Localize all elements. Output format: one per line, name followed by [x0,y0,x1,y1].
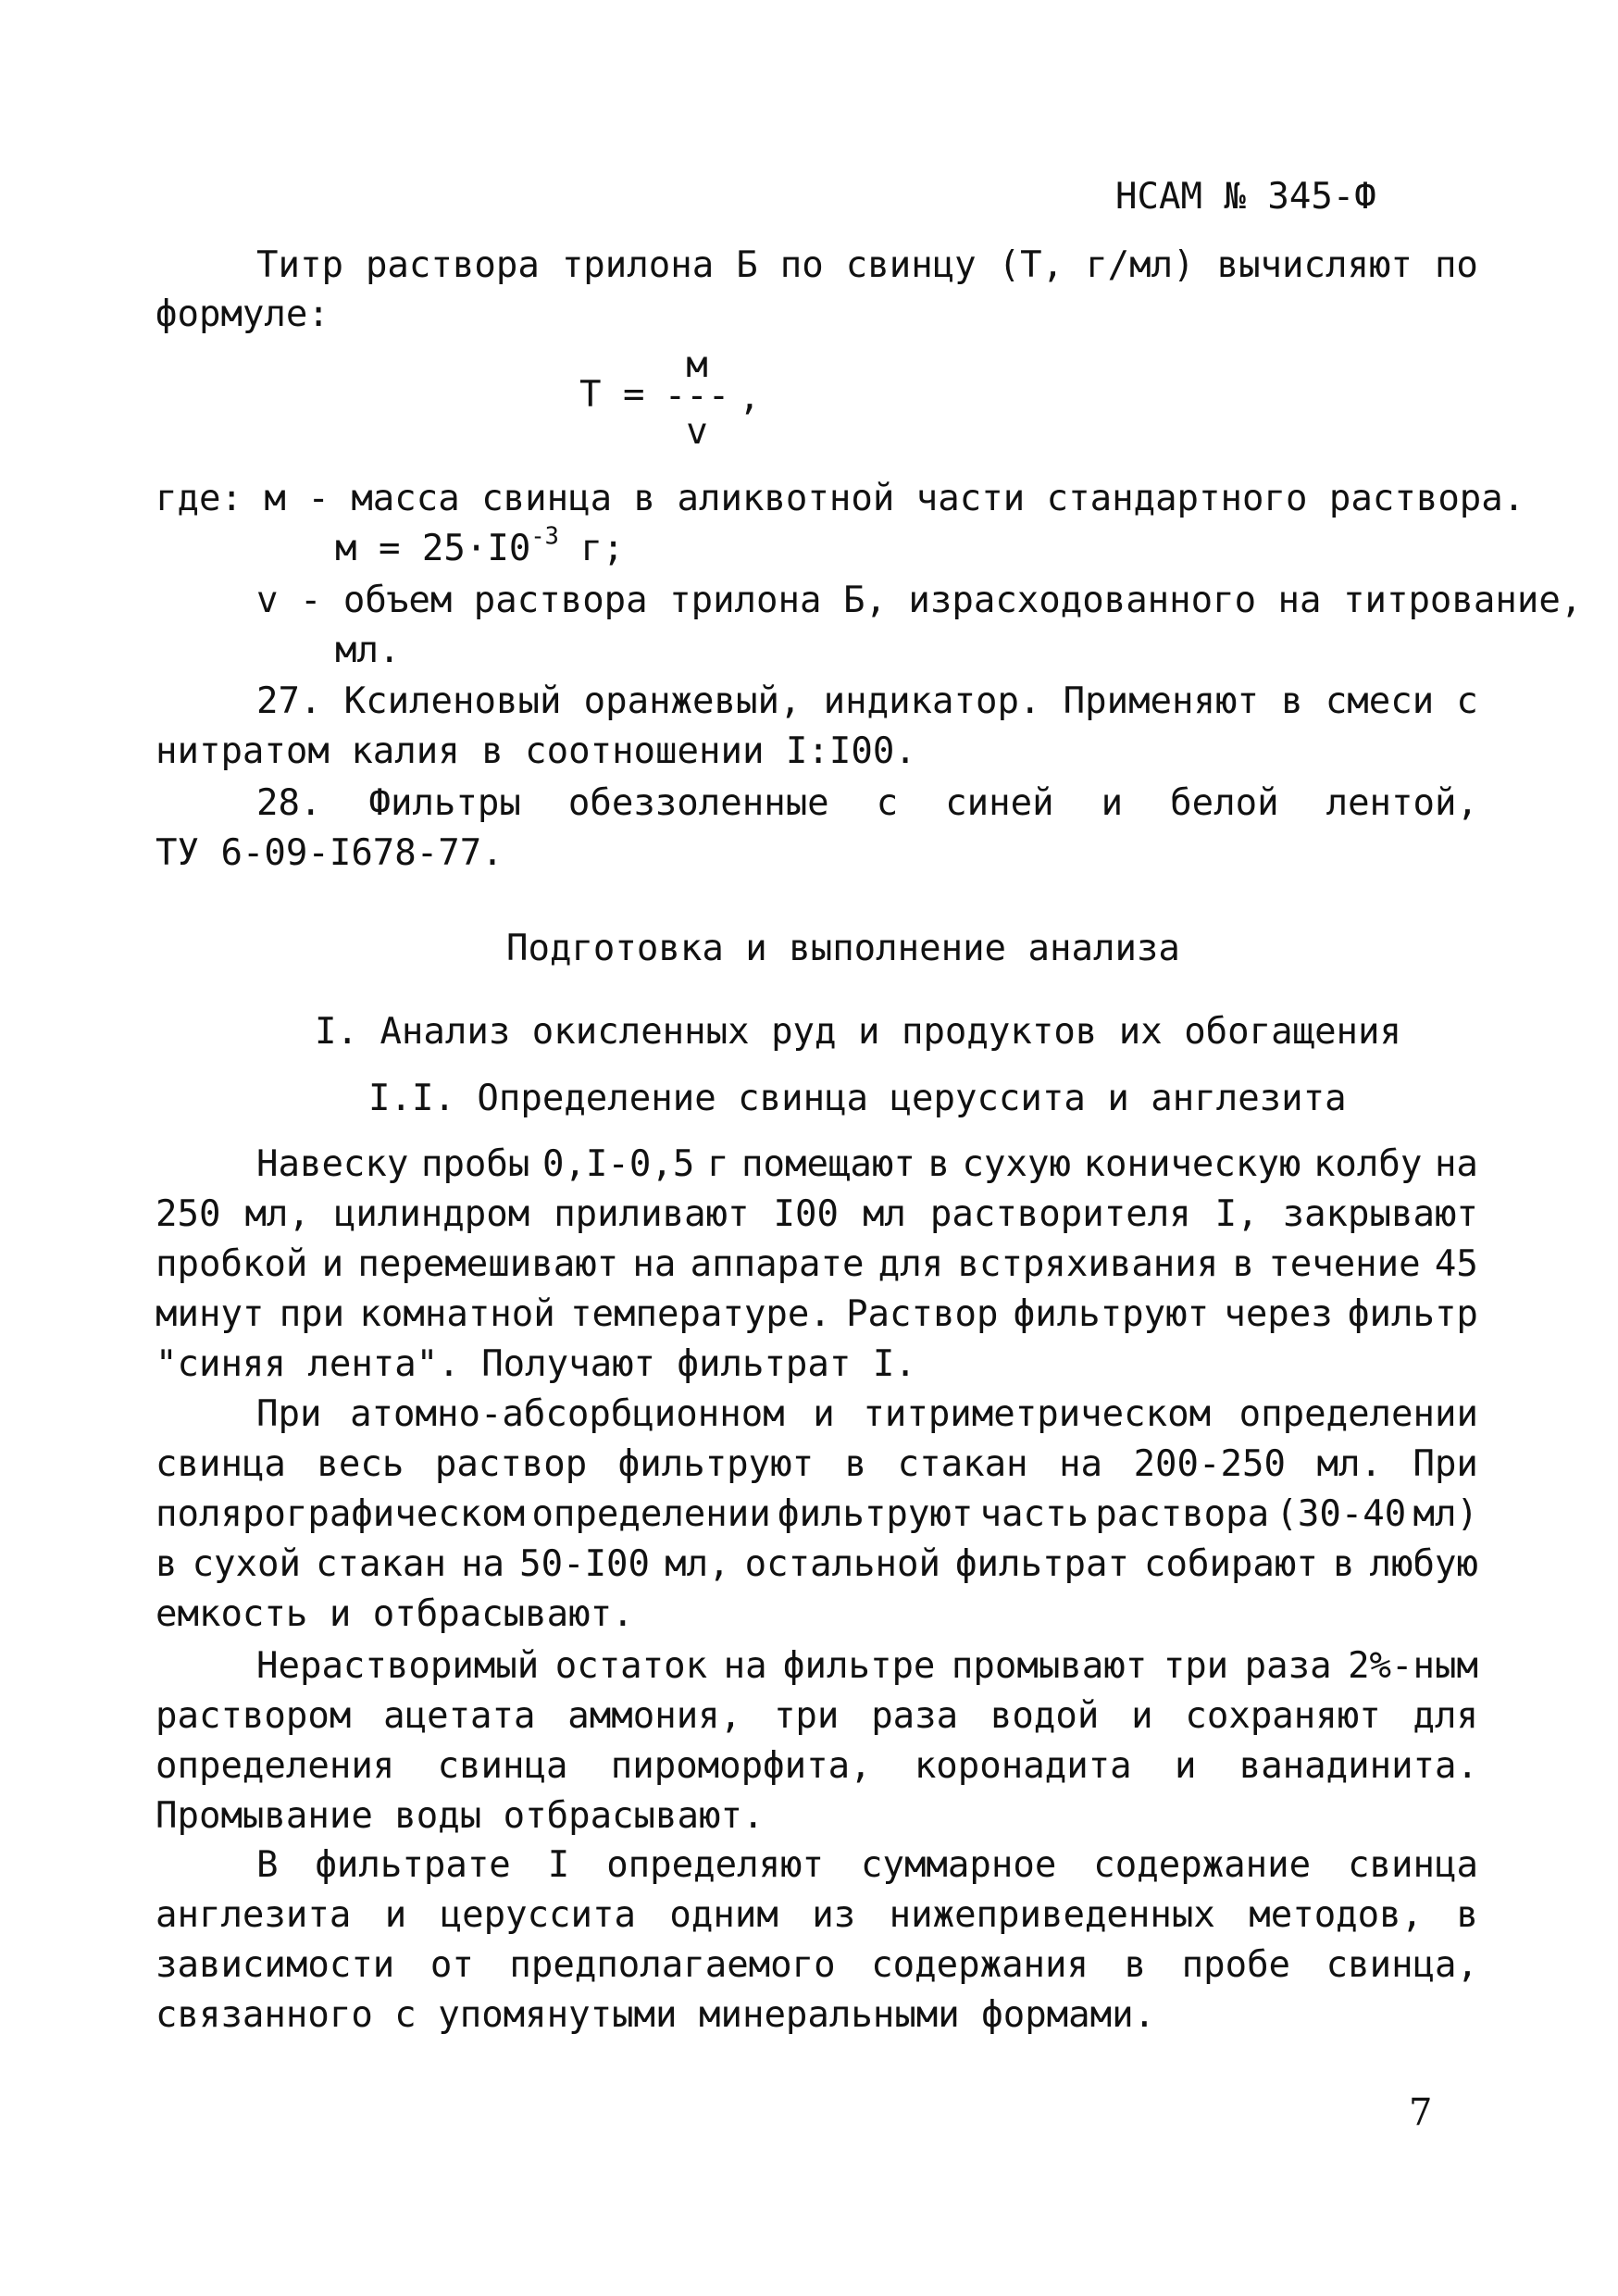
paragraph-line [156,1944,1478,1986]
word: синей [945,782,1054,824]
paragraph-line [256,1645,1478,1687]
definition-v-unit: мл. [335,630,401,671]
word: 28. [256,782,322,824]
word: 200-250 [1133,1443,1286,1485]
word: водой [989,1695,1100,1737]
paragraph-last-line: "синяя лента". Получают фильтрат I. [156,1343,916,1385]
section-heading: Подготовка и выполнение анализа [506,928,1180,969]
word: свинца [1348,1844,1478,1886]
paragraph-last-line: емкость и отбрасывают. [156,1593,634,1635]
word: полярографическом [156,1493,526,1535]
word: три [773,1695,840,1737]
formula-denominator: v [686,411,708,453]
formula-comma: , [739,377,761,418]
word: свинца, [1326,1944,1478,1986]
word: в [1232,1243,1254,1285]
word: пробы [420,1143,530,1185]
word: В [256,1844,279,1886]
word: вычисляют [1216,244,1413,286]
word: раза [1244,1645,1332,1687]
word: собирают [1144,1543,1318,1585]
word: Нерастворимый [256,1645,540,1687]
word: Навеску [256,1143,409,1185]
paragraph-last-line: Промывание воды отбрасывают. [156,1795,765,1837]
word: 50-I00 [519,1543,651,1585]
paragraph-line [156,1543,1478,1585]
word: закрывают [1282,1193,1478,1235]
word: 27. [256,680,322,722]
word: свинца [156,1443,286,1485]
word: смеси [1325,680,1435,722]
word: раствором [156,1695,352,1737]
word: для [1413,1695,1478,1737]
paragraph-line [156,1695,1478,1737]
word: Ксиленовый [343,680,562,722]
word: любую [1369,1543,1478,1585]
word: определения [156,1745,395,1787]
word: содержание [1093,1844,1312,1886]
paragraph-line [156,1243,1478,1285]
word: часть [979,1493,1089,1535]
subsection-heading-1-1: I.I. Определение свинца церуссита и англезита [368,1078,1347,1119]
paragraph-line [156,1493,1478,1535]
word: определяют [606,1844,825,1886]
word: атомно-абсорбционном [350,1393,785,1435]
word: обеззоленные [567,782,829,824]
word: коронадита [914,1745,1132,1787]
item-27-line-1 [256,680,1478,722]
word: на [461,1543,505,1585]
word: перемешивают [357,1243,619,1285]
word: в [927,1143,950,1185]
word: 250 [156,1193,221,1235]
word: белой [1170,782,1279,824]
word: на [632,1243,677,1285]
word: индикатор. [823,680,1041,722]
word: промывают [951,1645,1148,1687]
word: 45 [1434,1243,1478,1285]
word: цилиндром [333,1193,530,1235]
word: лентой, [1326,782,1478,824]
word: на [1434,1143,1478,1185]
word: мл [862,1193,906,1235]
word: в [1281,680,1303,722]
word: оранжевый, [583,680,802,722]
word: в [1124,1944,1147,1986]
document-code: НСАМ № 345-Ф [1115,176,1376,218]
word: помещают [741,1143,915,1185]
word: Фильтры [368,782,521,824]
word: раза [871,1695,959,1737]
word: и [1174,1745,1197,1787]
word: фильтре [783,1645,936,1687]
word: при [279,1293,345,1335]
page-number: 7 [1409,2091,1433,2134]
word: температуре. [570,1293,831,1335]
word: фильтруют [777,1493,974,1535]
word: аммония, [567,1695,742,1737]
word: по [779,244,824,286]
paragraph-line [256,1143,1478,1185]
word: в [1332,1543,1355,1585]
word: ванадинита. [1238,1745,1478,1787]
word: растворителя [929,1193,1191,1235]
definition-m-value: $м = 25\cdot I0^{-3}$ г; [335,521,625,569]
word: в [1456,1894,1478,1936]
word: комнатной [359,1293,555,1335]
word: стакан [897,1443,1028,1485]
word: определении [531,1493,771,1535]
paragraph-line [156,1293,1478,1335]
item-27-line-2: нитратом калия в соотношении I:I00. [156,730,916,772]
word: фильтрате [315,1844,511,1886]
word: через [1224,1293,1333,1335]
word: и [1101,782,1124,824]
word: аппарате [690,1243,865,1285]
word: пробе [1181,1944,1291,1986]
word: раствора [1095,1493,1270,1535]
word: и [321,1243,344,1285]
word: мл, [244,1193,310,1235]
word: (30-40 [1276,1493,1407,1535]
word: I [547,1844,570,1886]
word: методов, [1249,1894,1424,1936]
paragraph-line [156,1443,1478,1485]
word: с [1456,680,1478,722]
paragraph-line [256,1844,1478,1886]
word: фильтрат [955,1543,1129,1585]
item-28-line-1 [256,782,1478,824]
word: и [1131,1695,1153,1737]
word: стакан [316,1543,446,1585]
word: (Т, [998,244,1064,286]
word: Применяют [1063,680,1259,722]
word: и [384,1894,407,1936]
word: в [844,1443,867,1485]
word: Б [736,244,758,286]
word: одним [669,1894,778,1936]
item-28-line-2: ТУ 6-09-I678-77. [156,832,504,874]
word: раствор [434,1443,588,1485]
word: минут [156,1293,265,1335]
paragraph-line [156,1745,1478,1787]
word: трилона [561,244,715,286]
word: г [706,1143,729,1185]
word: свинца [437,1745,568,1787]
word: фильтр [1348,1293,1478,1335]
word: При [1413,1443,1478,1485]
word: остаток [554,1645,708,1687]
word: I, [1214,1193,1259,1235]
word: на [1059,1443,1103,1485]
word: весь [317,1443,404,1485]
word: встряхивания [957,1243,1219,1285]
word: пробкой [156,1243,308,1285]
word: от [429,1944,474,1986]
word: мл. [1316,1443,1382,1485]
word: из [812,1894,856,1936]
word: Титр [256,244,343,286]
word: 0,I-0,5 [541,1143,695,1185]
word: пироморфита, [610,1745,872,1787]
word: титриметрическом [863,1393,1212,1435]
word: сухой [192,1543,301,1585]
word: сохраняют [1185,1695,1381,1737]
word: определении [1238,1393,1478,1435]
word: ацетата [383,1695,536,1737]
word: остальной [744,1543,940,1585]
word: мл) [1413,1493,1478,1535]
word: течение [1268,1243,1421,1285]
word: нижеприведенных [889,1894,1215,1936]
formula-bar: --- [664,375,730,417]
word: г/мл) [1086,244,1195,286]
word: предполагаемого [509,1944,836,1986]
word: в [156,1543,178,1585]
formula-intro-line [256,244,1478,286]
formula-lhs: Т = [579,374,645,416]
word: для [877,1243,944,1285]
definition-m: где: м - масса свинца в аликвотной части стандартного раствора. [156,478,1525,519]
word: приливают [554,1193,750,1235]
word: мл, [665,1543,730,1585]
word: зависимости [156,1944,395,1986]
formula-numerator: м [686,344,708,386]
word: фильтруют [617,1443,815,1485]
word: свинцу [845,244,977,286]
paragraph-line [256,1393,1478,1435]
paragraph-last-line: связанного с упомянутыми минеральными формами. [156,1994,1156,2036]
word: сухую [962,1143,1071,1185]
paragraph-line [156,1193,1478,1235]
word: Раствор [846,1293,999,1335]
subsection-heading-1: I. Анализ окисленных руд и продуктов их обогащения [315,1011,1401,1053]
formula-intro-line-2: формуле: [156,293,330,335]
word: 2%-ным [1348,1645,1478,1687]
word: на [723,1645,767,1687]
word: с [876,782,899,824]
word: фильтруют [1013,1293,1210,1335]
word: коническую [1083,1143,1301,1185]
definition-v: v - объем раствора трилона Б, израсходованного на титрование, [256,580,1583,621]
word: содержания [871,1944,1089,1986]
word: колбу [1313,1143,1423,1185]
word: I00 [773,1193,839,1235]
word: церуссита [440,1894,636,1936]
word: три [1163,1645,1229,1687]
word: англезита [156,1894,352,1936]
word: и [813,1393,835,1435]
word: суммарное [860,1844,1057,1886]
paragraph-line [156,1894,1478,1936]
word: раствора [365,244,540,286]
word: по [1434,244,1478,286]
word: При [256,1393,322,1435]
